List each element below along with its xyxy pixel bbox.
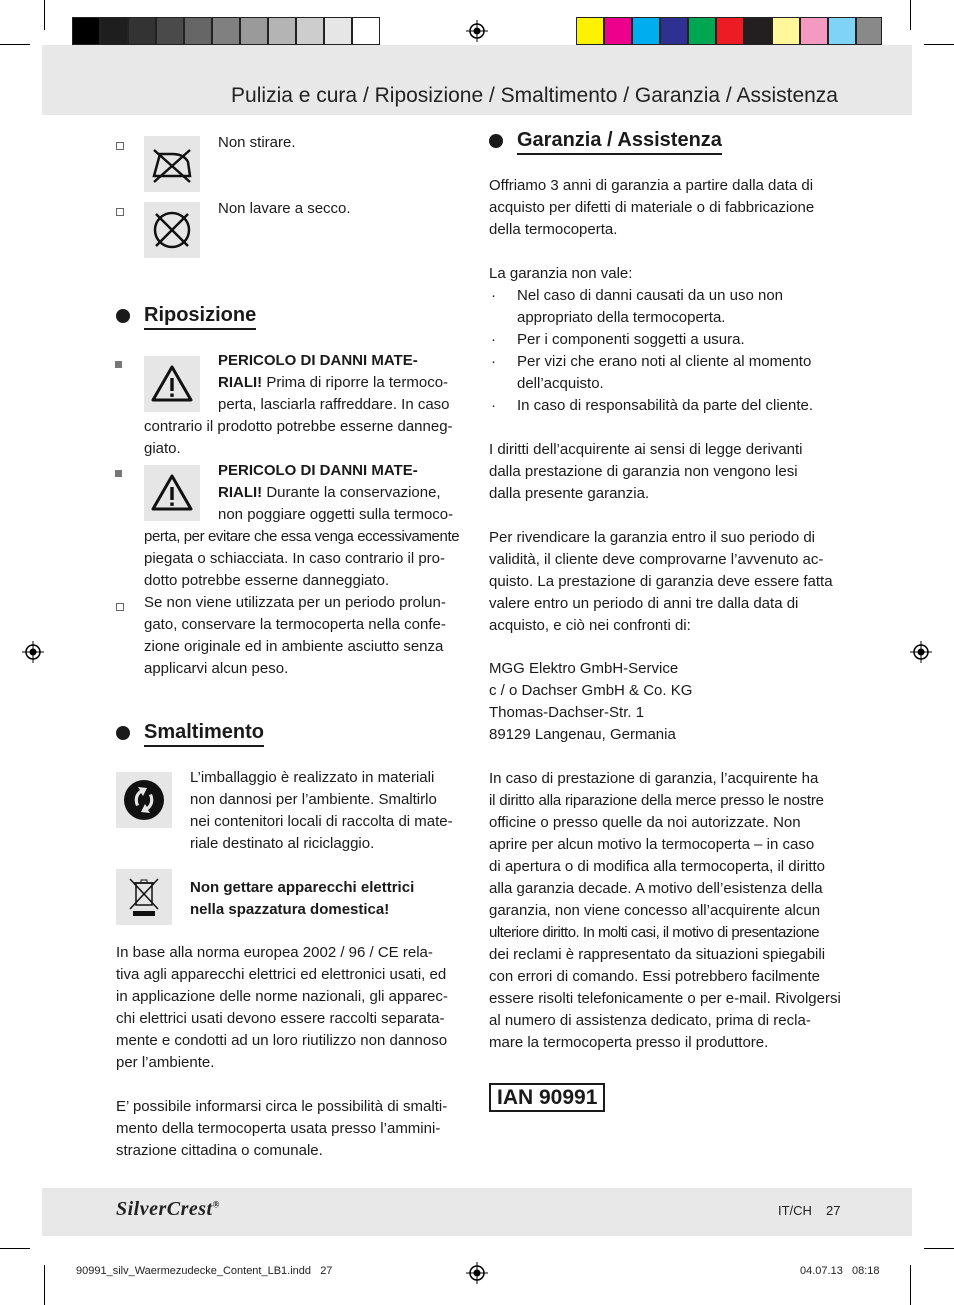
claim-paragraph: Per rivendicare la garanzia entro il suo periodo di validità, il cliente deve comprovarne l’avvenuto ac- quisto. La prestazione di garanzia deve essere fatta valere entro un periodo di anni tre dalla data di acquisto, e ciò nei confronti di: <box>489 529 833 634</box>
care-item-no-dry-clean: Non lavare a secco. <box>218 200 351 217</box>
warning-1-continued: contrario il prodotto potrebbe esserne danneg- giato. <box>144 418 453 457</box>
ian-number: IAN 90991 <box>497 1086 598 1109</box>
warning-2-continued: perta, per evitare che essa venga eccessivamente piegata o schiacciata. In caso contrario il pro- dotto potrebbe esserne danneggiato. <box>144 528 460 589</box>
square-bullet <box>115 470 122 477</box>
page-header <box>42 45 912 115</box>
warranty-intro: Offriamo 3 anni di garanzia a partire dalla data di acquisto per difetti di materiale o di fabbricazione della termocoperta. <box>489 177 815 238</box>
warning-2-text: PERICOLO DI DANNI MATE- RIALI! Durante la conservazione, non poggiare oggetti sulla termoco- <box>218 462 454 523</box>
footer-locale: IT/CH <box>778 1203 812 1218</box>
repair-paragraph: In caso di prestazione di garanzia, l’acquirente ha il diritto alla riparazione della merce presso le nostre officine o presso quelle da noi autorizzate. Non aprire per alcun motivo la termocoperta – in caso di apertura o di modifica alla termocoperta, il diritto alla garanzia decade. A motivo dell’esistenza della garanzia, non viene concesso all’acquirente alcun ulteriore diritto. In molti casi, il motivo di presentazione dei reclami è rappresentato da situazioni spiegabili con errori di comando. Essi potrebbero facilmente essere risolti telefonicamente o per e-mail. Rivolgersi al numero di assistenza dedicato, prima di recla- mare la termocoperta presso il produttore. <box>489 770 841 1051</box>
no-dry-clean-icon <box>144 202 200 258</box>
checkbox-bullet <box>116 208 124 216</box>
list-item: · In caso di responsabilità da parte del cliente. <box>491 397 814 414</box>
weee-crossed-bin-icon <box>116 869 172 925</box>
weee-warning-text: Non gettare apparecchi elettrici nella spazzatura domestica! <box>190 879 415 918</box>
page-footer <box>42 1188 912 1236</box>
page-title: Pulizia e cura / Riposizione / Smaltimento / Garanzia / Assistenza <box>231 84 838 107</box>
list-item: · Nel caso di danni causati da un uso non appropriato della termocoperta. <box>491 287 784 326</box>
warning-1-text: PERICOLO DI DANNI MATE- RIALI! Prima di riporre la termoco- perta, lasciarla raffreddare. In caso <box>218 352 450 413</box>
registration-mark-left <box>22 641 44 663</box>
section-bullet <box>116 309 130 323</box>
registration-mark-right <box>910 641 932 663</box>
list-item: · Per i componenti soggetti a usura. <box>491 331 745 348</box>
registration-mark-top <box>466 20 488 42</box>
section-bullet <box>489 134 503 148</box>
legal-rights-paragraph: I diritti dell’acquirente ai sensi di legge derivanti dalla prestazione di garanzia non vengono lesi dalla presente garanzia. <box>489 441 803 502</box>
section-heading-riposizione: Riposizione <box>144 303 256 330</box>
packaging-recycle-text: L’imballaggio è realizzato in materiali non dannosi per l’ambiente. Smaltirlo nei contenitori locali di raccolta di mate- riale destinato al riciclaggio. <box>190 769 453 852</box>
warning-icon <box>144 356 200 412</box>
slug-file-info: 90991_silv_Waermezudecke_Content_LB1.indd 27 <box>76 1265 333 1277</box>
warning-icon <box>144 465 200 521</box>
brand-registered-mark: ® <box>212 1199 220 1210</box>
brand-logo-text: SilverCrest <box>116 1198 213 1220</box>
ian-box <box>489 1083 605 1112</box>
warranty-not-valid-label: La garanzia non vale: <box>489 265 633 282</box>
service-address: MGG Elektro GmbH-Service c / o Dachser GmbH & Co. KG Thomas-Dachser-Str. 1 89129 Langenau, Germania <box>489 660 693 743</box>
recycle-green-dot-icon <box>116 772 172 828</box>
brand-logo <box>116 1198 220 1221</box>
section-heading-smaltimento: Smaltimento <box>144 720 264 747</box>
square-bullet <box>115 361 122 368</box>
no-iron-icon <box>144 136 200 192</box>
list-item: · Per vizi che erano noti al cliente al momento dell’acquisto. <box>491 353 812 392</box>
disposal-info-paragraph: E’ possibile informarsi circa le possibilità di smalti- mento della termocoperta usata presso l’ammini- strazione cittadina o comunale. <box>116 1098 448 1159</box>
section-heading-garanzia: Garanzia / Assistenza <box>517 128 722 155</box>
page-number: 27 <box>826 1203 841 1218</box>
checkbox-bullet <box>116 142 124 150</box>
care-item-no-iron: Non stirare. <box>218 134 296 151</box>
slug-date: 04.07.13 08:18 <box>800 1265 880 1277</box>
weee-directive-paragraph: In base alla norma europea 2002 / 96 / CE rela- tiva agli apparecchi elettrici ed elettronici usati, ed in applicazione delle norme nazionali, gli apparec- chi elettrici usati devono essere raccolti separata- mente e condotti ad un loro riutilizzo non dannoso per l’ambiente. <box>116 944 448 1071</box>
checkbox-bullet <box>116 603 124 611</box>
section-bullet <box>116 726 130 740</box>
registration-mark-bottom <box>466 1262 488 1284</box>
storage-note: Se non viene utilizzata per un periodo prolun- gato, conservare la termocoperta nella confe- zione originale ed in ambiente asciutto senza applicarvi alcun peso. <box>144 594 446 677</box>
